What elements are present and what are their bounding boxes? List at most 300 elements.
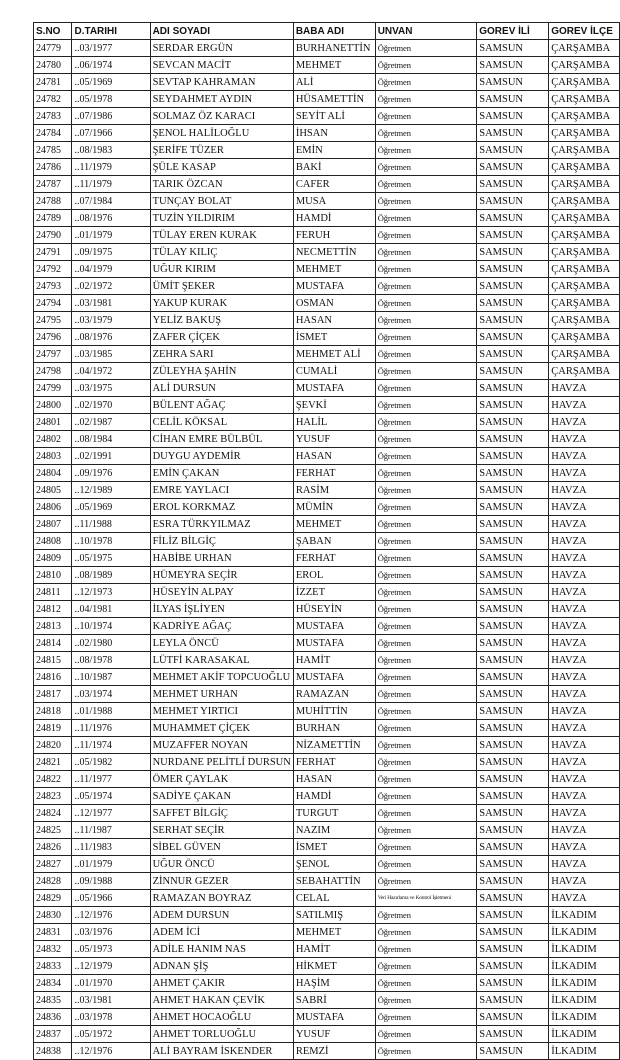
cell-province: SAMSUN <box>477 686 549 703</box>
cell-birth-date: ..12/1989 <box>72 482 150 499</box>
cell-district: HAVZA <box>549 839 620 856</box>
table-row <box>34 720 620 737</box>
cell-sno: 24817 <box>34 686 72 703</box>
cell-birth-date: ..12/1973 <box>72 584 150 601</box>
table-row <box>34 941 620 958</box>
cell-sno: 24828 <box>34 873 72 890</box>
cell-sno: 24819 <box>34 720 72 737</box>
cell-title: Öğretmen <box>375 91 477 108</box>
cell-province: SAMSUN <box>477 363 549 380</box>
cell-father-name: TURGUT <box>293 805 375 822</box>
cell-sno: 24801 <box>34 414 72 431</box>
cell-title: Öğretmen <box>375 227 477 244</box>
cell-title: Öğretmen <box>375 788 477 805</box>
cell-father-name: RASİM <box>293 482 375 499</box>
cell-birth-date: ..11/1983 <box>72 839 150 856</box>
cell-province: SAMSUN <box>477 312 549 329</box>
table-row <box>34 1043 620 1060</box>
cell-full-name: EROL KORKMAZ <box>150 499 293 516</box>
cell-province: SAMSUN <box>477 414 549 431</box>
cell-province: SAMSUN <box>477 601 549 618</box>
cell-district: ÇARŞAMBA <box>549 142 620 159</box>
cell-father-name: MUSTAFA <box>293 278 375 295</box>
cell-sno: 24830 <box>34 907 72 924</box>
cell-district: HAVZA <box>549 890 620 907</box>
cell-sno: 24790 <box>34 227 72 244</box>
cell-full-name: SİBEL GÜVEN <box>150 839 293 856</box>
table-row <box>34 924 620 941</box>
cell-district: HAVZA <box>549 635 620 652</box>
cell-title: Öğretmen <box>375 1043 477 1060</box>
cell-sno: 24779 <box>34 40 72 57</box>
cell-district: HAVZA <box>549 567 620 584</box>
cell-birth-date: ..01/1970 <box>72 975 150 992</box>
table-row <box>34 975 620 992</box>
cell-title: Öğretmen <box>375 40 477 57</box>
cell-district: HAVZA <box>549 856 620 873</box>
cell-title: Öğretmen <box>375 686 477 703</box>
cell-birth-date: ..05/1972 <box>72 1026 150 1043</box>
cell-full-name: MEHMET AKİF TOPCUOĞLU <box>150 669 293 686</box>
cell-birth-date: ..11/1988 <box>72 516 150 533</box>
cell-title: Öğretmen <box>375 737 477 754</box>
cell-birth-date: ..08/1978 <box>72 652 150 669</box>
cell-full-name: SAFFET BİLGİÇ <box>150 805 293 822</box>
cell-birth-date: ..02/1991 <box>72 448 150 465</box>
table-row <box>34 958 620 975</box>
cell-district: ÇARŞAMBA <box>549 329 620 346</box>
cell-district: ÇARŞAMBA <box>549 91 620 108</box>
cell-birth-date: ..03/1981 <box>72 992 150 1009</box>
cell-full-name: MEHMET YIRTICI <box>150 703 293 720</box>
cell-district: ÇARŞAMBA <box>549 261 620 278</box>
cell-title: Öğretmen <box>375 941 477 958</box>
cell-father-name: MÜMİN <box>293 499 375 516</box>
cell-title: Öğretmen <box>375 414 477 431</box>
cell-birth-date: ..07/1966 <box>72 125 150 142</box>
cell-father-name: HAMDİ <box>293 788 375 805</box>
cell-birth-date: ..03/1977 <box>72 40 150 57</box>
header-father-name: BABA ADI <box>293 23 375 40</box>
cell-sno: 24823 <box>34 788 72 805</box>
cell-title: Öğretmen <box>375 210 477 227</box>
cell-birth-date: ..02/1980 <box>72 635 150 652</box>
cell-province: SAMSUN <box>477 159 549 176</box>
cell-full-name: ŞÜLE KASAP <box>150 159 293 176</box>
cell-sno: 24797 <box>34 346 72 363</box>
cell-sno: 24818 <box>34 703 72 720</box>
cell-father-name: ŞABAN <box>293 533 375 550</box>
cell-sno: 24824 <box>34 805 72 822</box>
cell-province: SAMSUN <box>477 856 549 873</box>
cell-district: HAVZA <box>549 720 620 737</box>
cell-birth-date: ..11/1976 <box>72 720 150 737</box>
cell-father-name: RAMAZAN <box>293 686 375 703</box>
header-province: GOREV İLİ <box>477 23 549 40</box>
cell-title: Öğretmen <box>375 482 477 499</box>
cell-sno: 24787 <box>34 176 72 193</box>
cell-full-name: İLYAS İŞLİYEN <box>150 601 293 618</box>
cell-title: Öğretmen <box>375 992 477 1009</box>
cell-father-name: MUSTAFA <box>293 635 375 652</box>
cell-province: SAMSUN <box>477 584 549 601</box>
cell-district: İLKADIM <box>549 924 620 941</box>
header-district: GOREV İLÇE <box>549 23 620 40</box>
cell-district: ÇARŞAMBA <box>549 193 620 210</box>
cell-full-name: ADEM İCİ <box>150 924 293 941</box>
cell-birth-date: ..06/1974 <box>72 57 150 74</box>
cell-district: ÇARŞAMBA <box>549 295 620 312</box>
cell-full-name: TÜLAY EREN KURAK <box>150 227 293 244</box>
cell-father-name: ŞENOL <box>293 856 375 873</box>
cell-province: SAMSUN <box>477 720 549 737</box>
cell-district: ÇARŞAMBA <box>549 312 620 329</box>
cell-full-name: YELİZ BAKUŞ <box>150 312 293 329</box>
cell-sno: 24829 <box>34 890 72 907</box>
cell-title: Öğretmen <box>375 516 477 533</box>
table-row <box>34 380 620 397</box>
cell-birth-date: ..01/1988 <box>72 703 150 720</box>
cell-birth-date: ..09/1988 <box>72 873 150 890</box>
cell-full-name: DUYGU AYDEMİR <box>150 448 293 465</box>
cell-father-name: SEBAHATTİN <box>293 873 375 890</box>
cell-birth-date: ..10/1974 <box>72 618 150 635</box>
cell-birth-date: ..04/1979 <box>72 261 150 278</box>
cell-father-name: FERHAT <box>293 550 375 567</box>
cell-district: HAVZA <box>549 754 620 771</box>
cell-title: Öğretmen <box>375 261 477 278</box>
cell-birth-date: ..11/1979 <box>72 176 150 193</box>
table-row <box>34 91 620 108</box>
cell-full-name: AHMET HOCAOĞLU <box>150 1009 293 1026</box>
cell-title: Öğretmen <box>375 278 477 295</box>
table-row <box>34 1009 620 1026</box>
header-sno: S.NO <box>34 23 72 40</box>
cell-district: HAVZA <box>549 652 620 669</box>
table-row <box>34 584 620 601</box>
cell-district: HAVZA <box>549 584 620 601</box>
header-full-name: ADI SOYADI <box>150 23 293 40</box>
cell-title: Öğretmen <box>375 924 477 941</box>
cell-father-name: BURHAN <box>293 720 375 737</box>
cell-full-name: ADNAN ŞİŞ <box>150 958 293 975</box>
cell-sno: 24807 <box>34 516 72 533</box>
cell-full-name: ZİNNUR GEZER <box>150 873 293 890</box>
cell-birth-date: ..05/1978 <box>72 91 150 108</box>
cell-title: Öğretmen <box>375 499 477 516</box>
cell-birth-date: ..08/1984 <box>72 431 150 448</box>
cell-full-name: ADİLE HANIM NAS <box>150 941 293 958</box>
cell-sno: 24822 <box>34 771 72 788</box>
cell-father-name: BAKİ <box>293 159 375 176</box>
cell-province: SAMSUN <box>477 448 549 465</box>
cell-sno: 24811 <box>34 584 72 601</box>
cell-district: ÇARŞAMBA <box>549 57 620 74</box>
cell-province: SAMSUN <box>477 193 549 210</box>
cell-sno: 24798 <box>34 363 72 380</box>
cell-sno: 24809 <box>34 550 72 567</box>
table-row <box>34 890 620 907</box>
table-row <box>34 754 620 771</box>
cell-birth-date: ..12/1979 <box>72 958 150 975</box>
cell-province: SAMSUN <box>477 244 549 261</box>
cell-title: Öğretmen <box>375 448 477 465</box>
cell-birth-date: ..07/1986 <box>72 108 150 125</box>
table-row <box>34 737 620 754</box>
personnel-table <box>33 22 620 1060</box>
cell-title: Öğretmen <box>375 159 477 176</box>
table-row <box>34 346 620 363</box>
cell-full-name: ESRA TÜRKYILMAZ <box>150 516 293 533</box>
cell-sno: 24836 <box>34 1009 72 1026</box>
cell-birth-date: ..05/1969 <box>72 499 150 516</box>
table-row <box>34 856 620 873</box>
cell-district: HAVZA <box>549 618 620 635</box>
cell-district: ÇARŞAMBA <box>549 40 620 57</box>
cell-sno: 24784 <box>34 125 72 142</box>
cell-father-name: MEHMET ALİ <box>293 346 375 363</box>
cell-father-name: İSMET <box>293 329 375 346</box>
cell-father-name: CELAL <box>293 890 375 907</box>
cell-birth-date: ..12/1976 <box>72 1043 150 1060</box>
cell-district: ÇARŞAMBA <box>549 278 620 295</box>
cell-full-name: ALİ BAYRAM İSKENDER <box>150 1043 293 1060</box>
table-row <box>34 669 620 686</box>
cell-full-name: KADRİYE AĞAÇ <box>150 618 293 635</box>
cell-province: SAMSUN <box>477 754 549 771</box>
cell-full-name: TUZİN YILDIRIM <box>150 210 293 227</box>
cell-title: Öğretmen <box>375 244 477 261</box>
cell-full-name: ALİ DURSUN <box>150 380 293 397</box>
cell-birth-date: ..03/1978 <box>72 1009 150 1026</box>
table-row <box>34 278 620 295</box>
cell-father-name: HASAN <box>293 771 375 788</box>
cell-province: SAMSUN <box>477 74 549 91</box>
cell-birth-date: ..08/1976 <box>72 210 150 227</box>
cell-sno: 24815 <box>34 652 72 669</box>
cell-title: Öğretmen <box>375 720 477 737</box>
cell-province: SAMSUN <box>477 890 549 907</box>
cell-title: Öğretmen <box>375 669 477 686</box>
cell-birth-date: ..09/1975 <box>72 244 150 261</box>
cell-district: İLKADIM <box>549 907 620 924</box>
cell-father-name: SEYİT ALİ <box>293 108 375 125</box>
cell-full-name: EMRE YAYLACI <box>150 482 293 499</box>
table-row <box>34 244 620 261</box>
cell-birth-date: ..08/1976 <box>72 329 150 346</box>
table-row <box>34 312 620 329</box>
cell-father-name: FERUH <box>293 227 375 244</box>
cell-title: Öğretmen <box>375 193 477 210</box>
table-row <box>34 414 620 431</box>
cell-father-name: HASAN <box>293 448 375 465</box>
cell-full-name: UĞUR ÖNCÜ <box>150 856 293 873</box>
cell-father-name: İZZET <box>293 584 375 601</box>
cell-district: ÇARŞAMBA <box>549 346 620 363</box>
cell-title: Öğretmen <box>375 1026 477 1043</box>
cell-sno: 24810 <box>34 567 72 584</box>
table-row <box>34 635 620 652</box>
cell-province: SAMSUN <box>477 924 549 941</box>
cell-full-name: EMİN ÇAKAN <box>150 465 293 482</box>
table-row <box>34 839 620 856</box>
cell-birth-date: ..11/1977 <box>72 771 150 788</box>
cell-full-name: ŞERİFE TÜZER <box>150 142 293 159</box>
cell-district: HAVZA <box>549 431 620 448</box>
cell-sno: 24832 <box>34 941 72 958</box>
cell-sno: 24795 <box>34 312 72 329</box>
cell-title: Öğretmen <box>375 108 477 125</box>
cell-province: SAMSUN <box>477 941 549 958</box>
cell-province: SAMSUN <box>477 1009 549 1026</box>
cell-sno: 24793 <box>34 278 72 295</box>
cell-full-name: ÜMİT ŞEKER <box>150 278 293 295</box>
table-row <box>34 873 620 890</box>
cell-sno: 24799 <box>34 380 72 397</box>
table-row <box>34 686 620 703</box>
cell-father-name: HÜSAMETTİN <box>293 91 375 108</box>
cell-sno: 24808 <box>34 533 72 550</box>
cell-birth-date: ..08/1983 <box>72 142 150 159</box>
table-row <box>34 397 620 414</box>
cell-birth-date: ..09/1976 <box>72 465 150 482</box>
cell-full-name: ZÜLEYHA ŞAHİN <box>150 363 293 380</box>
cell-title: Öğretmen <box>375 533 477 550</box>
cell-father-name: NECMETTİN <box>293 244 375 261</box>
cell-father-name: EROL <box>293 567 375 584</box>
cell-district: ÇARŞAMBA <box>549 363 620 380</box>
cell-sno: 24782 <box>34 91 72 108</box>
cell-district: HAVZA <box>549 499 620 516</box>
cell-full-name: BÜLENT AĞAÇ <box>150 397 293 414</box>
cell-father-name: MEHMET <box>293 924 375 941</box>
cell-sno: 24800 <box>34 397 72 414</box>
cell-father-name: HASAN <box>293 312 375 329</box>
header-title: UNVAN <box>375 23 477 40</box>
cell-father-name: MEHMET <box>293 261 375 278</box>
cell-full-name: CELİL KÖKSAL <box>150 414 293 431</box>
cell-province: SAMSUN <box>477 176 549 193</box>
cell-district: ÇARŞAMBA <box>549 108 620 125</box>
table-row <box>34 40 620 57</box>
cell-sno: 24813 <box>34 618 72 635</box>
cell-title: Öğretmen <box>375 975 477 992</box>
cell-district: HAVZA <box>549 448 620 465</box>
cell-birth-date: ..05/1969 <box>72 74 150 91</box>
table-row <box>34 550 620 567</box>
cell-full-name: ZAFER ÇİÇEK <box>150 329 293 346</box>
cell-district: İLKADIM <box>549 958 620 975</box>
cell-district: HAVZA <box>549 873 620 890</box>
cell-province: SAMSUN <box>477 873 549 890</box>
cell-sno: 24827 <box>34 856 72 873</box>
cell-father-name: MEHMET <box>293 57 375 74</box>
cell-birth-date: ..11/1979 <box>72 159 150 176</box>
cell-title: Öğretmen <box>375 550 477 567</box>
table-row <box>34 652 620 669</box>
cell-father-name: CUMALİ <box>293 363 375 380</box>
cell-father-name: HAMİT <box>293 652 375 669</box>
table-row <box>34 482 620 499</box>
cell-full-name: MEHMET URHAN <box>150 686 293 703</box>
cell-birth-date: ..05/1974 <box>72 788 150 805</box>
cell-father-name: HAMİT <box>293 941 375 958</box>
cell-district: ÇARŞAMBA <box>549 244 620 261</box>
cell-title: Öğretmen <box>375 958 477 975</box>
cell-father-name: HÜSEYİN <box>293 601 375 618</box>
table-row <box>34 533 620 550</box>
cell-father-name: MEHMET <box>293 516 375 533</box>
cell-province: SAMSUN <box>477 533 549 550</box>
cell-father-name: YUSUF <box>293 1026 375 1043</box>
cell-birth-date: ..01/1979 <box>72 227 150 244</box>
cell-province: SAMSUN <box>477 125 549 142</box>
table-row <box>34 159 620 176</box>
cell-sno: 24838 <box>34 1043 72 1060</box>
cell-father-name: MUSTAFA <box>293 380 375 397</box>
cell-title: Öğretmen <box>375 125 477 142</box>
cell-birth-date: ..02/1970 <box>72 397 150 414</box>
cell-father-name: OSMAN <box>293 295 375 312</box>
cell-district: HAVZA <box>549 414 620 431</box>
cell-district: HAVZA <box>549 737 620 754</box>
table-row <box>34 261 620 278</box>
table-row <box>34 448 620 465</box>
cell-birth-date: ..11/1987 <box>72 822 150 839</box>
cell-province: SAMSUN <box>477 329 549 346</box>
table-row <box>34 329 620 346</box>
cell-sno: 24826 <box>34 839 72 856</box>
table-row <box>34 57 620 74</box>
cell-district: ÇARŞAMBA <box>549 159 620 176</box>
cell-district: İLKADIM <box>549 1043 620 1060</box>
cell-district: HAVZA <box>549 516 620 533</box>
table-row <box>34 516 620 533</box>
cell-father-name: HALİL <box>293 414 375 431</box>
cell-sno: 24834 <box>34 975 72 992</box>
cell-district: HAVZA <box>549 397 620 414</box>
cell-province: SAMSUN <box>477 142 549 159</box>
cell-father-name: BURHANETTİN <box>293 40 375 57</box>
cell-district: İLKADIM <box>549 992 620 1009</box>
cell-birth-date: ..05/1982 <box>72 754 150 771</box>
cell-birth-date: ..03/1981 <box>72 295 150 312</box>
cell-district: HAVZA <box>549 533 620 550</box>
cell-full-name: SADİYE ÇAKAN <box>150 788 293 805</box>
cell-title: Öğretmen <box>375 176 477 193</box>
cell-full-name: ŞENOL HALİLOĞLU <box>150 125 293 142</box>
cell-province: SAMSUN <box>477 380 549 397</box>
cell-father-name: MUSTAFA <box>293 618 375 635</box>
cell-father-name: HİKMET <box>293 958 375 975</box>
cell-birth-date: ..10/1978 <box>72 533 150 550</box>
cell-province: SAMSUN <box>477 1043 549 1060</box>
cell-sno: 24794 <box>34 295 72 312</box>
cell-father-name: MUSTAFA <box>293 1009 375 1026</box>
cell-district: HAVZA <box>549 380 620 397</box>
cell-title: Öğretmen <box>375 74 477 91</box>
cell-sno: 24825 <box>34 822 72 839</box>
cell-district: ÇARŞAMBA <box>549 125 620 142</box>
cell-province: SAMSUN <box>477 618 549 635</box>
cell-district: HAVZA <box>549 822 620 839</box>
table-row <box>34 108 620 125</box>
cell-full-name: SEVCAN MACİT <box>150 57 293 74</box>
cell-birth-date: ..03/1975 <box>72 380 150 397</box>
table-row <box>34 992 620 1009</box>
cell-father-name: MUSTAFA <box>293 669 375 686</box>
table-row <box>34 805 620 822</box>
